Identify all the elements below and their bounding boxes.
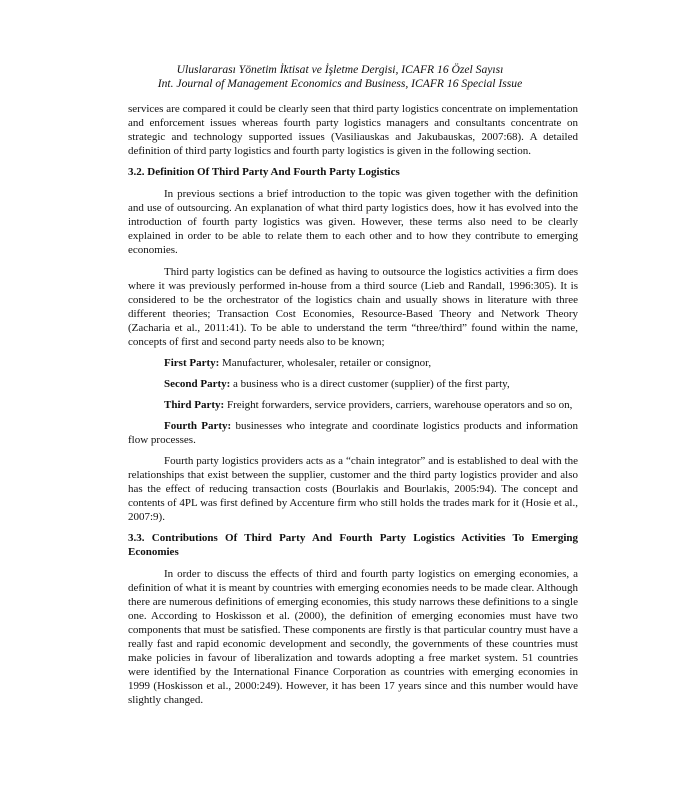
definition-second-party bbox=[128, 377, 578, 391]
definition-term: Third Party: bbox=[164, 399, 225, 411]
paragraph: Fourth party logistics providers acts as a “chain integrator” and is established to deal with the relationships that exist between the supplier, customer and the third party logistics provider and also has the effect of reducing transaction costs (Bourlakis and Bourlakis, 2005:94). The concept and contents of 4PL was first defined by Accenture firm who still holds the trades mark for it (Hosie et al., 2007:9). bbox=[128, 455, 578, 523]
paragraph: In order to discuss the effects of third and fourth party logistics on emerging economies, a definition of what it is meant by countries with emerging economies needs to be made clear. Although there are numerous definitions of emerging economies, this study narrows these definitions to a single one. According to Hoskisson et al. (2000), the definition of emerging economies must have two components that must be satisfied. These components are firstly is that particular country must have a really fast and rapid economic development and secondly, the governments of these countries must make policies in favour of liberalization and towards adopting a free market system. 51 countries were identified by the International Finance Corporation as countries with emerging economies in 1999 (Hoskisson et al., 2000:249). However, it has been 17 years since and this number would have slightly changed. bbox=[128, 568, 578, 706]
paragraph: Third party logistics can be defined as having to outsource the logistics activities a firm does where it was previously performed in-house from a third source (Lieb and Randall, 1996:305). It is considered to be the orchestrator of the logistics chain and usually shows in literature with three different theories; Transaction Cost Economies, Resource-Based Theory and Network Theory (Zacharia et al., 2011:41). To be able to understand the term “three/third” found within the name, concepts of first and second party needs also to be known; bbox=[128, 266, 578, 348]
intro-paragraph: services are compared it could be clearly seen that third party logistics concentrate on implementation and enforcement issues whereas fourth party logistics managers and consultants concentrate on strategic and technology supported issues (Vasiliauskas and Jakubauskas, 2007:68). A detailed definition of third party logistics and fourth party logistics is given in the following section. bbox=[128, 103, 578, 157]
section-heading-3-3: 3.3. Contributions Of Third Party And Fourth Party Logistics Activities To Emerging Economies bbox=[128, 532, 578, 558]
definition-fourth-party bbox=[128, 419, 578, 447]
journal-title-turkish: Uluslararası Yönetim İktisat ve İşletme Dergisi, ICAFR 16 Özel Sayısı bbox=[176, 63, 504, 76]
definition-term: Second Party: bbox=[164, 378, 231, 390]
definition-text: businesses who integrate and coordinate logistics products and information flow processes. bbox=[128, 420, 578, 446]
paragraph: In previous sections a brief introduction to the topic was given together with the definition and use of outsourcing. An explanation of what third party logistics does, how it has evolved into the introduction of fourth party logistics was given. However, these terms also need to be clearly explained in order to be able to relate them to each other and to how they contribute to emerging economies. bbox=[128, 188, 578, 256]
definition-term: Fourth Party: bbox=[164, 420, 232, 432]
journal-title-english: Int. Journal of Management Economics and Business, ICAFR 16 Special Issue bbox=[157, 77, 523, 90]
definition-first-party bbox=[128, 356, 578, 370]
definition-term: First Party: bbox=[164, 357, 220, 369]
definition-text: Manufacturer, wholesaler, retailer or consignor, bbox=[219, 357, 432, 369]
section-heading-3-2: 3.2. Definition Of Third Party And Fourth Party Logistics bbox=[128, 166, 400, 178]
body-text bbox=[128, 102, 578, 707]
journal-header bbox=[0, 63, 680, 91]
definition-third-party bbox=[128, 398, 578, 412]
definition-text: Freight forwarders, service providers, carriers, warehouse operators and so on, bbox=[224, 399, 573, 411]
definition-text: a business who is a direct customer (supplier) of the first party, bbox=[230, 378, 510, 390]
